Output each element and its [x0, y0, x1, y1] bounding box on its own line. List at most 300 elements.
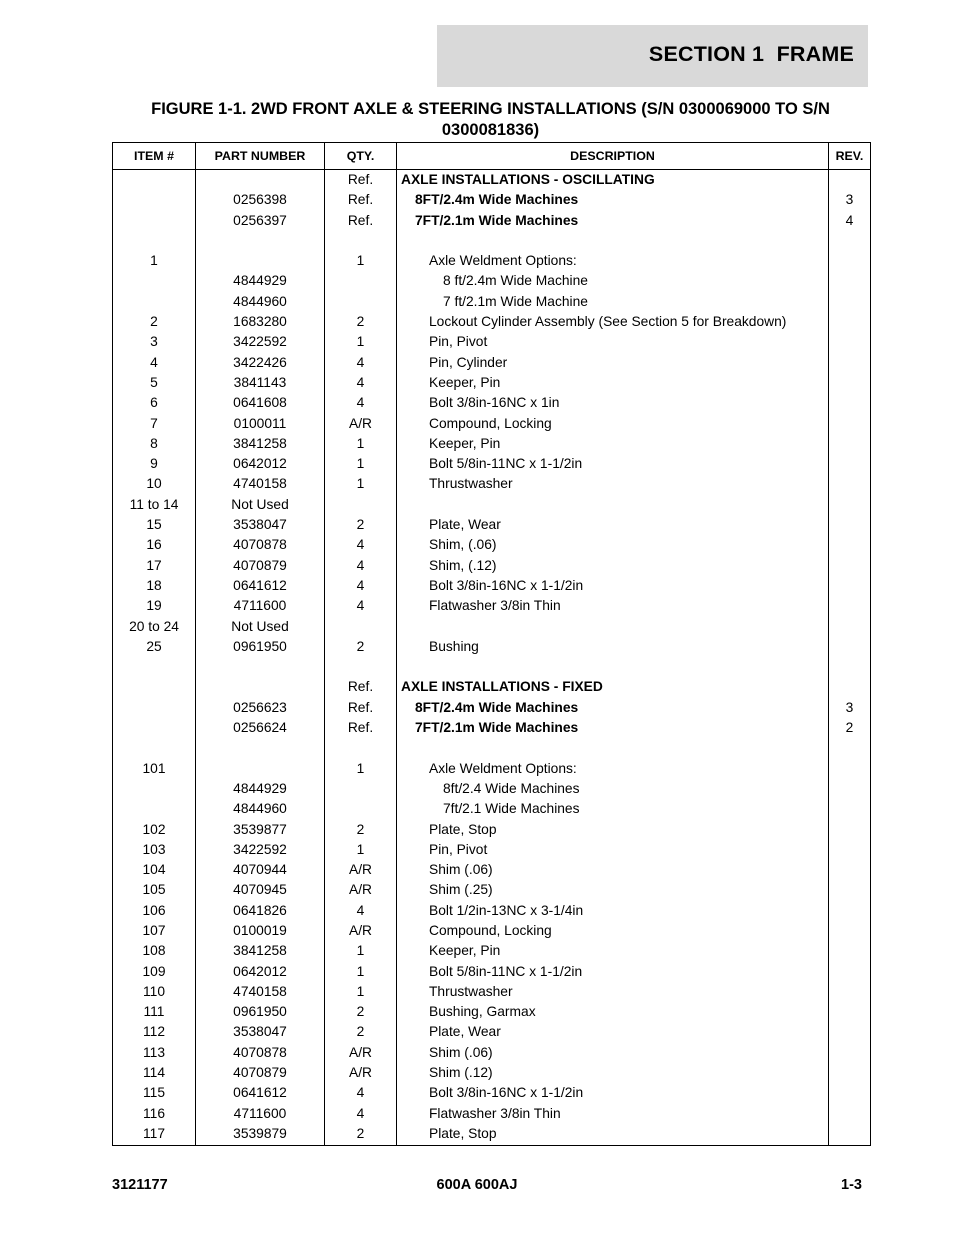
description-cell: Flatwasher 3/8in Thin — [397, 596, 829, 616]
description-cell: Bushing, Garmax — [397, 1002, 829, 1022]
table-row — [113, 251, 871, 271]
item-number-cell: 115 — [113, 1083, 196, 1103]
qty-cell: A/R — [325, 921, 397, 941]
column-header-part-number: PART NUMBER — [196, 143, 325, 170]
table-row — [113, 1022, 871, 1042]
description-cell: AXLE INSTALLATIONS - OSCILLATING — [397, 170, 829, 191]
table-row — [113, 759, 871, 779]
rev-cell — [829, 941, 871, 961]
rev-cell — [829, 454, 871, 474]
table-row — [113, 231, 871, 251]
table-row — [113, 332, 871, 352]
description-cell — [397, 657, 829, 677]
rev-cell — [829, 901, 871, 921]
item-number-cell — [113, 738, 196, 758]
part-number-cell: 3539879 — [196, 1124, 325, 1146]
part-number-cell: 0961950 — [196, 637, 325, 657]
part-number-cell: 4740158 — [196, 474, 325, 494]
rev-cell — [829, 271, 871, 291]
rev-cell — [829, 759, 871, 779]
table-row — [113, 312, 871, 332]
table-row — [113, 1002, 871, 1022]
description-cell: Bolt 5/8in-11NC x 1-1/2in — [397, 454, 829, 474]
description-cell: Plate, Stop — [397, 820, 829, 840]
table-row — [113, 1124, 871, 1146]
table-row — [113, 1063, 871, 1083]
qty-cell: Ref. — [325, 170, 397, 191]
qty-cell: 4 — [325, 1083, 397, 1103]
table-row — [113, 414, 871, 434]
rev-cell — [829, 1083, 871, 1103]
item-number-cell: 4 — [113, 353, 196, 373]
description-cell: Thrustwasher — [397, 474, 829, 494]
description-cell: Plate, Stop — [397, 1124, 829, 1146]
qty-cell: 2 — [325, 1002, 397, 1022]
rev-cell — [829, 921, 871, 941]
part-number-cell: 4740158 — [196, 982, 325, 1002]
item-number-cell — [113, 231, 196, 251]
qty-cell: 1 — [325, 474, 397, 494]
item-number-cell: 5 — [113, 373, 196, 393]
table-row — [113, 941, 871, 961]
qty-cell: Ref. — [325, 718, 397, 738]
description-cell: 8FT/2.4m Wide Machines — [397, 698, 829, 718]
qty-cell: A/R — [325, 1043, 397, 1063]
table-row — [113, 556, 871, 576]
description-cell: Shim (.06) — [397, 860, 829, 880]
part-number-cell: 3841143 — [196, 373, 325, 393]
part-number-cell: 3841258 — [196, 941, 325, 961]
table-row — [113, 576, 871, 596]
description-cell — [397, 231, 829, 251]
rev-cell: 2 — [829, 718, 871, 738]
part-number-cell: 3422592 — [196, 332, 325, 352]
rev-cell — [829, 799, 871, 819]
part-number-cell: 3539877 — [196, 820, 325, 840]
qty-cell: 2 — [325, 1022, 397, 1042]
description-cell: 7FT/2.1m Wide Machines — [397, 211, 829, 231]
part-number-cell: 4844960 — [196, 292, 325, 312]
part-number-cell: Not Used — [196, 495, 325, 515]
description-cell: 7FT/2.1m Wide Machines — [397, 718, 829, 738]
footer-model: 600A 600AJ — [436, 1177, 518, 1193]
qty-cell: 4 — [325, 373, 397, 393]
rev-cell — [829, 434, 871, 454]
part-number-cell — [196, 657, 325, 677]
part-number-cell: 0961950 — [196, 1002, 325, 1022]
item-number-cell: 8 — [113, 434, 196, 454]
rev-cell — [829, 738, 871, 758]
table-row — [113, 779, 871, 799]
figure-title: FIGURE 1-1. 2WD FRONT AXLE & STEERING INSTALLATIONS (S/N 0300069000 TO S/N 0300081836) — [151, 100, 830, 139]
item-number-cell: 110 — [113, 982, 196, 1002]
description-cell: Axle Weldment Options: — [397, 759, 829, 779]
column-header-rev: REV. — [829, 143, 871, 170]
qty-cell: 4 — [325, 393, 397, 413]
item-number-cell: 19 — [113, 596, 196, 616]
part-number-cell: 0641612 — [196, 1083, 325, 1103]
qty-cell: 1 — [325, 840, 397, 860]
rev-cell — [829, 657, 871, 677]
rev-cell — [829, 1022, 871, 1042]
rev-cell — [829, 556, 871, 576]
qty-cell: 4 — [325, 535, 397, 555]
section-title: SECTION 1 FRAME — [648, 42, 854, 66]
rev-cell — [829, 1043, 871, 1063]
item-number-cell — [113, 292, 196, 312]
qty-cell: Ref. — [325, 190, 397, 210]
table-row — [113, 515, 871, 535]
rev-cell — [829, 677, 871, 697]
qty-cell: 4 — [325, 1104, 397, 1124]
description-cell: Shim (.12) — [397, 1063, 829, 1083]
table-row — [113, 820, 871, 840]
column-header-qty: QTY. — [325, 143, 397, 170]
rev-cell — [829, 1104, 871, 1124]
rev-cell — [829, 515, 871, 535]
part-number-cell: 4844929 — [196, 271, 325, 291]
part-number-cell: 4070944 — [196, 860, 325, 880]
item-number-cell: 102 — [113, 820, 196, 840]
qty-cell — [325, 271, 397, 291]
part-number-cell: 0642012 — [196, 454, 325, 474]
qty-cell: Ref. — [325, 698, 397, 718]
rev-cell — [829, 251, 871, 271]
part-number-cell: 3422426 — [196, 353, 325, 373]
description-cell: Lockout Cylinder Assembly (See Section 5 for Breakdown) — [397, 312, 829, 332]
table-row — [113, 170, 871, 191]
part-number-cell: 0100019 — [196, 921, 325, 941]
part-number-cell: 0256397 — [196, 211, 325, 231]
item-number-cell: 116 — [113, 1104, 196, 1124]
qty-cell: A/R — [325, 414, 397, 434]
qty-cell: 2 — [325, 515, 397, 535]
description-cell: Shim (.06) — [397, 1043, 829, 1063]
item-number-cell: 25 — [113, 637, 196, 657]
qty-cell: A/R — [325, 880, 397, 900]
rev-cell — [829, 231, 871, 251]
part-number-cell: 4711600 — [196, 1104, 325, 1124]
part-number-cell: 3422592 — [196, 840, 325, 860]
part-number-cell: 0256398 — [196, 190, 325, 210]
rev-cell — [829, 495, 871, 515]
part-number-cell: 1683280 — [196, 312, 325, 332]
qty-cell: 1 — [325, 434, 397, 454]
description-cell: Bolt 1/2in-13NC x 3-1/4in — [397, 901, 829, 921]
item-number-cell — [113, 170, 196, 191]
item-number-cell: 108 — [113, 941, 196, 961]
qty-cell — [325, 738, 397, 758]
item-number-cell: 105 — [113, 880, 196, 900]
item-number-cell: 106 — [113, 901, 196, 921]
description-cell: Compound, Locking — [397, 921, 829, 941]
description-cell: Bolt 5/8in-11NC x 1-1/2in — [397, 962, 829, 982]
footer-page-number: 1-3 — [841, 1177, 862, 1193]
description-cell: Shim, (.06) — [397, 535, 829, 555]
part-number-cell: 0642012 — [196, 962, 325, 982]
item-number-cell — [113, 718, 196, 738]
table-row — [113, 799, 871, 819]
table-header-row — [113, 143, 871, 170]
part-number-cell: 4070879 — [196, 1063, 325, 1083]
item-number-cell: 3 — [113, 332, 196, 352]
description-cell: Bushing — [397, 637, 829, 657]
parts-table-body — [113, 170, 871, 1146]
rev-cell — [829, 1063, 871, 1083]
item-number-cell: 104 — [113, 860, 196, 880]
rev-cell — [829, 617, 871, 637]
rev-cell — [829, 637, 871, 657]
item-number-cell: 10 — [113, 474, 196, 494]
rev-cell — [829, 1002, 871, 1022]
rev-cell — [829, 779, 871, 799]
item-number-cell: 7 — [113, 414, 196, 434]
part-number-cell: 4844960 — [196, 799, 325, 819]
table-row — [113, 1104, 871, 1124]
table-row — [113, 677, 871, 697]
description-cell: AXLE INSTALLATIONS - FIXED — [397, 677, 829, 697]
rev-cell — [829, 1124, 871, 1146]
part-number-cell: 3538047 — [196, 1022, 325, 1042]
item-number-cell — [113, 657, 196, 677]
rev-cell — [829, 170, 871, 191]
table-row — [113, 1043, 871, 1063]
part-number-cell — [196, 738, 325, 758]
table-row — [113, 292, 871, 312]
item-number-cell: 113 — [113, 1043, 196, 1063]
rev-cell — [829, 576, 871, 596]
part-number-cell: 0256624 — [196, 718, 325, 738]
qty-cell: Ref. — [325, 677, 397, 697]
description-cell: Plate, Wear — [397, 1022, 829, 1042]
description-cell: Bolt 3/8in-16NC x 1-1/2in — [397, 576, 829, 596]
qty-cell: Ref. — [325, 211, 397, 231]
description-cell: Bolt 3/8in-16NC x 1-1/2in — [397, 1083, 829, 1103]
footer-manual-number: 3121177 — [112, 1177, 168, 1193]
description-cell: Axle Weldment Options: — [397, 251, 829, 271]
part-number-cell: 3538047 — [196, 515, 325, 535]
description-cell: Keeper, Pin — [397, 434, 829, 454]
description-cell: 7 ft/2.1m Wide Machine — [397, 292, 829, 312]
table-row — [113, 434, 871, 454]
item-number-cell: 111 — [113, 1002, 196, 1022]
table-row — [113, 190, 871, 210]
item-number-cell: 117 — [113, 1124, 196, 1146]
item-number-cell: 18 — [113, 576, 196, 596]
rev-cell — [829, 414, 871, 434]
item-number-cell — [113, 698, 196, 718]
part-number-cell — [196, 759, 325, 779]
description-cell: Shim (.25) — [397, 880, 829, 900]
table-row — [113, 353, 871, 373]
part-number-cell: 4070945 — [196, 880, 325, 900]
part-number-cell: 4711600 — [196, 596, 325, 616]
item-number-cell: 109 — [113, 962, 196, 982]
table-row — [113, 738, 871, 758]
qty-cell — [325, 617, 397, 637]
table-row — [113, 698, 871, 718]
part-number-cell: 4070879 — [196, 556, 325, 576]
qty-cell — [325, 779, 397, 799]
rev-cell: 3 — [829, 698, 871, 718]
table-row — [113, 982, 871, 1002]
item-number-cell — [113, 211, 196, 231]
parts-table — [112, 142, 871, 1146]
description-cell: Bolt 3/8in-16NC x 1in — [397, 393, 829, 413]
qty-cell: A/R — [325, 1063, 397, 1083]
rev-cell — [829, 880, 871, 900]
description-cell: Pin, Pivot — [397, 332, 829, 352]
description-cell: Keeper, Pin — [397, 373, 829, 393]
description-cell: Pin, Pivot — [397, 840, 829, 860]
part-number-cell: 3841258 — [196, 434, 325, 454]
item-number-cell: 107 — [113, 921, 196, 941]
item-number-cell — [113, 190, 196, 210]
description-cell: Plate, Wear — [397, 515, 829, 535]
description-cell: Pin, Cylinder — [397, 353, 829, 373]
rev-cell — [829, 393, 871, 413]
item-number-cell: 114 — [113, 1063, 196, 1083]
qty-cell: 4 — [325, 901, 397, 921]
item-number-cell: 103 — [113, 840, 196, 860]
part-number-cell: 0256623 — [196, 698, 325, 718]
qty-cell: 2 — [325, 312, 397, 332]
rev-cell — [829, 332, 871, 352]
qty-cell: 2 — [325, 1124, 397, 1146]
qty-cell: 1 — [325, 982, 397, 1002]
item-number-cell — [113, 271, 196, 291]
table-row — [113, 840, 871, 860]
table-row — [113, 1083, 871, 1103]
qty-cell: 1 — [325, 332, 397, 352]
table-row — [113, 880, 871, 900]
item-number-cell: 17 — [113, 556, 196, 576]
table-row — [113, 271, 871, 291]
item-number-cell: 16 — [113, 535, 196, 555]
description-cell: Keeper, Pin — [397, 941, 829, 961]
table-row — [113, 454, 871, 474]
table-row — [113, 657, 871, 677]
part-number-cell — [196, 170, 325, 191]
rev-cell: 4 — [829, 211, 871, 231]
item-number-cell: 112 — [113, 1022, 196, 1042]
description-cell: Thrustwasher — [397, 982, 829, 1002]
qty-cell: 4 — [325, 576, 397, 596]
table-row — [113, 373, 871, 393]
rev-cell — [829, 820, 871, 840]
item-number-cell — [113, 799, 196, 819]
description-cell — [397, 738, 829, 758]
rev-cell — [829, 840, 871, 860]
description-cell: 8FT/2.4m Wide Machines — [397, 190, 829, 210]
table-row — [113, 962, 871, 982]
qty-cell: 1 — [325, 251, 397, 271]
qty-cell: 2 — [325, 820, 397, 840]
table-row — [113, 535, 871, 555]
rev-cell — [829, 373, 871, 393]
table-row — [113, 495, 871, 515]
item-number-cell: 9 — [113, 454, 196, 474]
table-row — [113, 211, 871, 231]
table-row — [113, 393, 871, 413]
table-row — [113, 718, 871, 738]
item-number-cell: 11 to 14 — [113, 495, 196, 515]
table-row — [113, 901, 871, 921]
part-number-cell — [196, 677, 325, 697]
table-row — [113, 596, 871, 616]
table-row — [113, 860, 871, 880]
table-row — [113, 617, 871, 637]
table-row — [113, 474, 871, 494]
part-number-cell: Not Used — [196, 617, 325, 637]
part-number-cell: 4070878 — [196, 535, 325, 555]
description-cell: Shim, (.12) — [397, 556, 829, 576]
qty-cell — [325, 495, 397, 515]
qty-cell — [325, 292, 397, 312]
column-header-item: ITEM # — [113, 143, 196, 170]
rev-cell — [829, 860, 871, 880]
item-number-cell — [113, 677, 196, 697]
part-number-cell: 0641826 — [196, 901, 325, 921]
description-cell: 8 ft/2.4m Wide Machine — [397, 271, 829, 291]
part-number-cell: 0641612 — [196, 576, 325, 596]
column-header-description: DESCRIPTION — [397, 143, 829, 170]
part-number-cell: 4070878 — [196, 1043, 325, 1063]
item-number-cell: 6 — [113, 393, 196, 413]
qty-cell — [325, 231, 397, 251]
rev-cell: 3 — [829, 190, 871, 210]
table-row — [113, 637, 871, 657]
qty-cell: 1 — [325, 941, 397, 961]
qty-cell: 2 — [325, 637, 397, 657]
qty-cell: A/R — [325, 860, 397, 880]
part-number-cell — [196, 231, 325, 251]
description-cell: Flatwasher 3/8in Thin — [397, 1104, 829, 1124]
rev-cell — [829, 982, 871, 1002]
rev-cell — [829, 353, 871, 373]
item-number-cell: 2 — [113, 312, 196, 332]
qty-cell — [325, 799, 397, 819]
rev-cell — [829, 535, 871, 555]
item-number-cell: 20 to 24 — [113, 617, 196, 637]
item-number-cell — [113, 779, 196, 799]
qty-cell: 1 — [325, 759, 397, 779]
qty-cell: 1 — [325, 454, 397, 474]
qty-cell: 1 — [325, 962, 397, 982]
item-number-cell: 15 — [113, 515, 196, 535]
description-cell: 8ft/2.4 Wide Machines — [397, 779, 829, 799]
description-cell: 7ft/2.1 Wide Machines — [397, 799, 829, 819]
item-number-cell: 101 — [113, 759, 196, 779]
item-number-cell: 1 — [113, 251, 196, 271]
description-cell: Compound, Locking — [397, 414, 829, 434]
qty-cell: 4 — [325, 353, 397, 373]
part-number-cell: 0100011 — [196, 414, 325, 434]
description-cell — [397, 495, 829, 515]
section-banner — [437, 25, 868, 87]
part-number-cell: 0641608 — [196, 393, 325, 413]
part-number-cell — [196, 251, 325, 271]
qty-cell — [325, 657, 397, 677]
rev-cell — [829, 596, 871, 616]
table-row — [113, 921, 871, 941]
rev-cell — [829, 312, 871, 332]
description-cell — [397, 617, 829, 637]
qty-cell: 4 — [325, 556, 397, 576]
qty-cell: 4 — [325, 596, 397, 616]
part-number-cell: 4844929 — [196, 779, 325, 799]
rev-cell — [829, 292, 871, 312]
